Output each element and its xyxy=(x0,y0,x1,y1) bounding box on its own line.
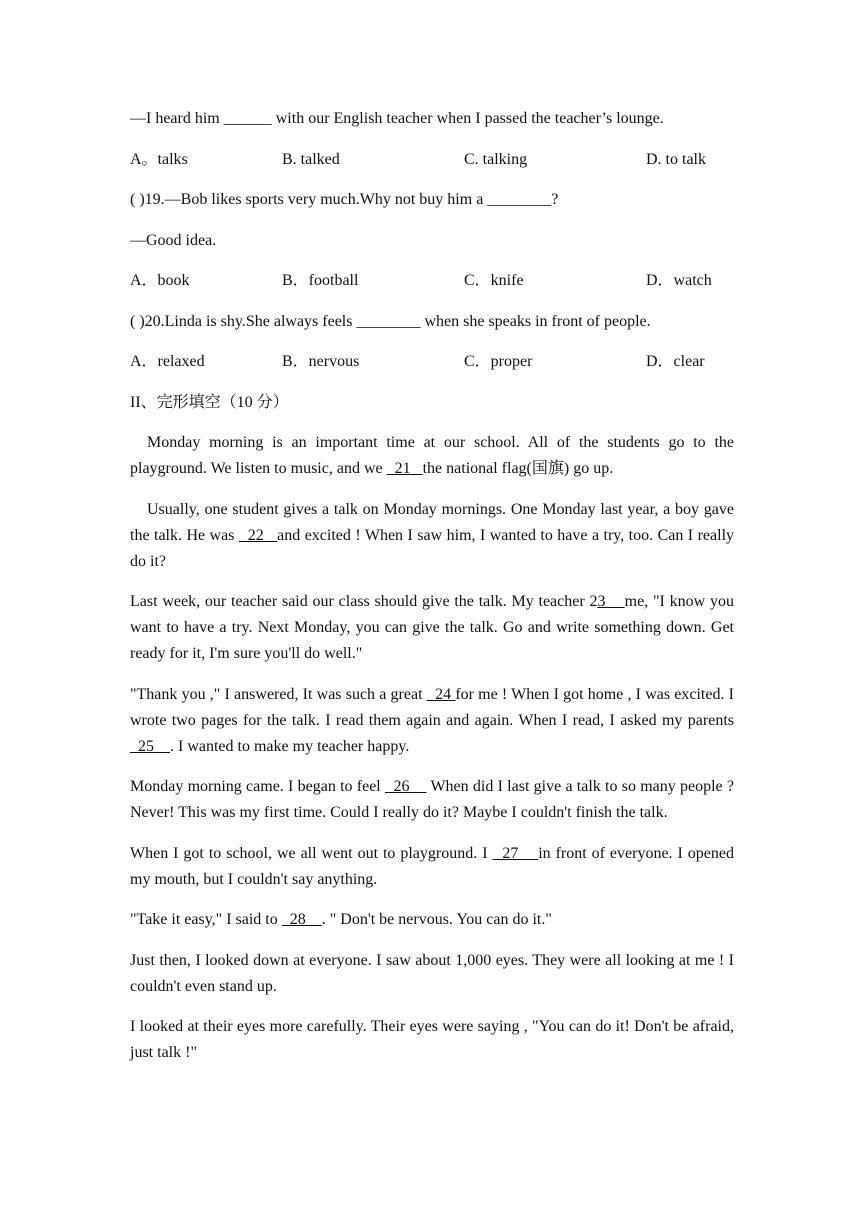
q19-option-b: B．football xyxy=(282,272,359,289)
q19-option-c: C．knife xyxy=(464,272,524,289)
q18-option-a: A。talks xyxy=(130,150,188,168)
blank-24: 24 xyxy=(426,685,456,703)
passage-paragraph-9: I looked at their eyes more carefully. Their eyes were saying , "You can do it! Don't be afraid, just talk !" xyxy=(130,1018,734,1061)
passage-text: . " Don't be nervous. You can do it." xyxy=(321,911,552,928)
q19-option-d: D．watch xyxy=(646,272,712,289)
section-heading: II、完形填空（10 分） xyxy=(130,393,289,411)
q19-options xyxy=(130,268,734,294)
blank-23: 3 xyxy=(597,593,625,610)
blank-22: 22 xyxy=(238,526,278,544)
q18-option-d: D. to talk xyxy=(646,150,706,168)
blank-21: 21 xyxy=(386,460,423,477)
passage-text: and excited ! When I saw him, I wanted to have a try, too. Can I really do it? xyxy=(130,526,735,570)
passage-text: When I got to school, we all went out to playground. I xyxy=(130,844,493,862)
q20-option-a: A．relaxed xyxy=(130,353,205,370)
q20-option-d: D．clear xyxy=(646,353,705,370)
passage-text: "Thank you ," I answered, It was such a great xyxy=(130,685,427,703)
q18-option-c: C. talking xyxy=(464,150,528,168)
passage-text: When did I last give a talk to so many people ? Never! This was my first time. Could I really do it? Maybe I couldn't finish the talk. xyxy=(130,778,735,821)
q19-option-a: A．book xyxy=(130,272,190,289)
passage-paragraph-7 xyxy=(130,907,734,933)
document-page xyxy=(130,106,734,1081)
blank-25: 25 xyxy=(130,737,170,755)
passage-paragraph-3 xyxy=(130,589,734,667)
q20-option-c: C．proper xyxy=(464,353,533,370)
blank-27: 27 xyxy=(492,844,539,862)
q19-reply: —Good idea. xyxy=(130,231,217,249)
q18-option-b: B. talked xyxy=(282,150,340,168)
passage-paragraph-1 xyxy=(130,430,734,482)
passage-paragraph-6 xyxy=(130,841,734,893)
passage-text: Usually, one student gives a talk on Monday mornings. One Monday last year, a boy gave the talk. He was xyxy=(130,500,734,544)
passage-paragraph-4 xyxy=(130,682,734,760)
q18-options xyxy=(130,147,734,173)
q18-answer-line: —I heard him ______ with our English teacher when I passed the teacher’s lounge. xyxy=(130,110,664,127)
q20-option-b: B．nervous xyxy=(282,353,360,370)
passage-text: Monday morning came. I began to feel xyxy=(130,778,385,795)
passage-text: me, "I know you want to have a try. Next Monday, you can give the talk. Go and write something down. Get ready for it, I'm sure you'll do well." xyxy=(130,593,734,662)
passage-text: "Take it easy," I said to xyxy=(130,911,282,928)
passage-text: Last week, our teacher said our class should give the talk. My teacher 2 xyxy=(130,593,598,610)
passage-text: for me ! When I got home , I was excited. I wrote two pages for the talk. I read them again and again. When I read, I asked my parents xyxy=(130,685,735,729)
passage-paragraph-2 xyxy=(130,497,734,575)
passage-text: in front of everyone. I opened my mouth, but I couldn't say anything. xyxy=(130,844,734,888)
passage-text: the national flag(国旗) go up. xyxy=(422,460,614,477)
passage-text: Monday morning is an important time at our school. All of the students go to the playground. We listen to music, and we xyxy=(130,434,734,477)
q19-question: ( )19.—Bob likes sports very much.Why not buy him a ________? xyxy=(130,191,559,208)
passage-text: . I wanted to make my teacher happy. xyxy=(170,737,410,755)
passage-paragraph-5 xyxy=(130,774,734,826)
blank-28: 28 xyxy=(281,911,322,928)
passage-paragraph-8: Just then, I looked down at everyone. I saw about 1,000 eyes. They were all looking at me ! I couldn't even stand up. xyxy=(130,951,734,995)
q20-question: ( )20.Linda is shy.She always feels ________ when she speaks in front of people. xyxy=(130,312,651,330)
q20-options xyxy=(130,349,734,375)
blank-26: 26 xyxy=(385,778,427,795)
